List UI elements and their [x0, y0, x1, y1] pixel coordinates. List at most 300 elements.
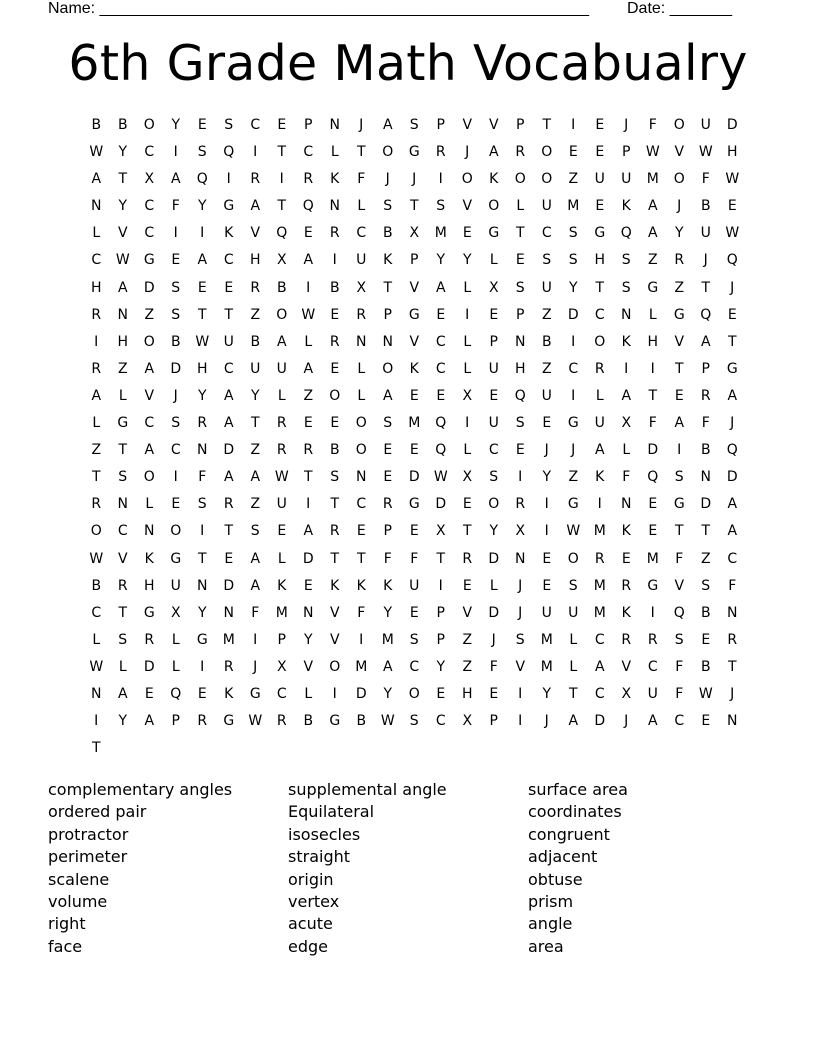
- grid-letter: L: [622, 442, 631, 459]
- grid-letter: U: [541, 198, 552, 215]
- grid-letter: N: [91, 198, 102, 215]
- grid-letter: D: [647, 442, 659, 459]
- grid-letter: Y: [383, 685, 393, 702]
- grid-letter: E: [171, 252, 181, 269]
- grid-letter: O: [382, 144, 394, 161]
- grid-letter: B: [250, 333, 261, 350]
- grid-letter: E: [595, 144, 605, 161]
- grid-letter: X: [462, 469, 473, 486]
- grid-letter: L: [118, 658, 127, 675]
- grid-letter: V: [674, 333, 685, 350]
- grid-letter: C: [435, 713, 446, 730]
- grid-letter: I: [650, 604, 655, 621]
- grid-letter: G: [408, 306, 420, 323]
- grid-letter: R: [303, 442, 314, 459]
- grid-letter: I: [465, 415, 470, 432]
- grid-letter: F: [648, 415, 657, 432]
- grid-letter: E: [303, 415, 313, 432]
- grid-letter: I: [465, 306, 470, 323]
- grid-letter: T: [197, 306, 207, 323]
- grid-letter: I: [571, 387, 576, 404]
- grid-letter: E: [277, 117, 287, 133]
- grid-letter: S: [330, 469, 340, 486]
- grid-letter: A: [382, 117, 393, 133]
- grid-letter: T: [224, 306, 234, 323]
- grid-letter: H: [143, 577, 155, 594]
- grid-letter: L: [463, 279, 472, 296]
- grid-letter: U: [541, 604, 552, 621]
- grid-letter: U: [170, 577, 181, 594]
- grid-letter: A: [435, 279, 446, 296]
- grid-letter: C: [435, 333, 446, 350]
- grid-letter: Q: [196, 171, 208, 188]
- grid-letter: F: [410, 550, 419, 567]
- grid-letter: T: [250, 415, 260, 432]
- grid-letter: K: [356, 577, 366, 594]
- grid-letter: W: [195, 333, 210, 350]
- grid-letter: T: [330, 550, 340, 567]
- grid-letter: R: [647, 631, 658, 648]
- grid-letter: N: [197, 577, 208, 594]
- grid-letter: E: [595, 117, 605, 133]
- grid-letter: E: [648, 523, 658, 540]
- grid-letter: U: [700, 225, 711, 242]
- grid-letter: C: [276, 685, 287, 702]
- grid-letter: C: [356, 496, 367, 513]
- grid-letter: V: [462, 117, 473, 133]
- grid-letter: I: [226, 171, 231, 188]
- grid-letter: X: [488, 279, 499, 296]
- grid-letter: A: [727, 387, 738, 404]
- grid-letter: E: [568, 144, 578, 161]
- grid-letter: R: [250, 171, 261, 188]
- grid-letter: C: [409, 658, 420, 675]
- grid-letter: I: [332, 685, 337, 702]
- grid-letter: A: [621, 387, 632, 404]
- word-list-item: volume: [48, 891, 108, 911]
- grid-letter: N: [700, 469, 711, 486]
- grid-letter: G: [408, 496, 420, 513]
- grid-letter: V: [462, 604, 473, 621]
- grid-letter: P: [436, 604, 445, 621]
- grid-letter: N: [329, 117, 340, 133]
- grid-letter: I: [94, 333, 99, 350]
- grid-letter: M: [646, 171, 659, 188]
- grid-letter: H: [461, 685, 473, 702]
- grid-letter: G: [673, 496, 685, 513]
- grid-letter: E: [277, 523, 287, 540]
- grid-letter: J: [491, 631, 496, 648]
- grid-letter: I: [359, 631, 364, 648]
- grid-letter: X: [409, 225, 420, 242]
- grid-letter: I: [200, 658, 205, 675]
- grid-letter: T: [674, 523, 684, 540]
- grid-letter: L: [648, 306, 657, 323]
- grid-letter: A: [170, 171, 181, 188]
- grid-letter: J: [518, 577, 523, 594]
- grid-letter: Y: [542, 685, 552, 702]
- grid-letter: U: [356, 252, 367, 269]
- grid-letter: E: [383, 442, 393, 459]
- grid-letter: B: [700, 442, 711, 459]
- grid-letter: P: [436, 631, 445, 648]
- grid-letter: I: [173, 144, 178, 161]
- grid-letter: Q: [514, 387, 526, 404]
- grid-letter: A: [276, 333, 287, 350]
- grid-letter: K: [330, 171, 340, 188]
- grid-letter: A: [674, 415, 685, 432]
- grid-letter: Z: [700, 550, 711, 567]
- grid-letter: P: [701, 360, 710, 377]
- grid-letter: E: [436, 387, 446, 404]
- grid-letter: V: [409, 333, 420, 350]
- grid-letter: X: [515, 523, 526, 540]
- grid-letter: R: [197, 415, 208, 432]
- grid-letter: A: [223, 387, 234, 404]
- grid-letter: G: [673, 306, 685, 323]
- grid-letter: L: [463, 333, 472, 350]
- grid-letter: R: [329, 523, 340, 540]
- word-list-item: origin: [288, 869, 334, 889]
- grid-letter: U: [223, 333, 234, 350]
- grid-letter: E: [409, 604, 419, 621]
- grid-letter: F: [648, 117, 657, 133]
- grid-letter: T: [118, 442, 128, 459]
- grid-letter: E: [542, 415, 552, 432]
- grid-letter: F: [357, 604, 366, 621]
- grid-letter: Y: [197, 198, 207, 215]
- grid-letter: F: [675, 658, 684, 675]
- grid-letter: M: [381, 631, 394, 648]
- grid-letter: Y: [489, 523, 499, 540]
- grid-letter: S: [197, 144, 207, 161]
- grid-letter: D: [726, 117, 738, 133]
- grid-letter: M: [593, 577, 606, 594]
- grid-letter: I: [597, 496, 602, 513]
- word-list-item: angle: [528, 914, 573, 934]
- grid-letter: J: [173, 387, 178, 404]
- grid-letter: A: [382, 658, 393, 675]
- grid-letter: O: [355, 415, 367, 432]
- grid-letter: O: [567, 550, 579, 567]
- grid-letter: O: [673, 117, 685, 133]
- grid-letter: Y: [462, 252, 472, 269]
- grid-letter: A: [250, 550, 261, 567]
- grid-letter: U: [250, 360, 261, 377]
- grid-letter: G: [143, 252, 155, 269]
- grid-letter: Y: [436, 658, 446, 675]
- grid-letter: Z: [250, 306, 261, 323]
- grid-letter: U: [594, 171, 605, 188]
- grid-letter: R: [91, 306, 102, 323]
- grid-letter: R: [462, 550, 473, 567]
- grid-letter: H: [117, 333, 129, 350]
- grid-letter: W: [645, 144, 660, 161]
- grid-letter: G: [117, 415, 129, 432]
- grid-letter: V: [674, 577, 685, 594]
- grid-letter: T: [383, 279, 393, 296]
- date-field-label: Date: _______: [627, 0, 732, 17]
- grid-letter: S: [118, 469, 128, 486]
- grid-letter: I: [279, 171, 284, 188]
- grid-letter: S: [542, 252, 552, 269]
- grid-letter: E: [674, 387, 684, 404]
- grid-letter: C: [144, 144, 155, 161]
- grid-letter: W: [274, 469, 289, 486]
- grid-letter: L: [171, 658, 180, 675]
- grid-letter: E: [224, 550, 234, 567]
- grid-letter: A: [91, 171, 102, 188]
- grid-letter: L: [145, 496, 154, 513]
- grid-letter: D: [488, 550, 500, 567]
- grid-letter: T: [197, 550, 207, 567]
- grid-letter: J: [253, 658, 258, 675]
- grid-letter: D: [355, 685, 367, 702]
- word-list-item: surface area: [528, 780, 628, 799]
- grid-letter: Y: [542, 469, 552, 486]
- grid-letter: X: [621, 685, 632, 702]
- grid-letter: B: [329, 279, 340, 296]
- grid-letter: A: [117, 685, 128, 702]
- grid-letter: Z: [674, 279, 685, 296]
- grid-letter: P: [622, 144, 631, 161]
- grid-letter: W: [380, 713, 395, 730]
- grid-letter: B: [356, 713, 367, 730]
- grid-letter: Y: [568, 279, 578, 296]
- grid-letter: A: [727, 496, 738, 513]
- grid-letter: J: [465, 144, 470, 161]
- grid-letter: W: [725, 225, 740, 242]
- grid-letter: Y: [674, 225, 684, 242]
- grid-letter: G: [196, 631, 208, 648]
- word-list-item: obtuse: [528, 869, 583, 889]
- grid-letter: U: [409, 577, 420, 594]
- grid-letter: E: [330, 306, 340, 323]
- grid-letter: N: [515, 550, 526, 567]
- grid-letter: Z: [117, 360, 128, 377]
- grid-letter: A: [303, 360, 314, 377]
- grid-letter: Y: [171, 117, 181, 133]
- grid-letter: C: [488, 442, 499, 459]
- grid-letter: T: [409, 198, 419, 215]
- grid-letter: T: [542, 117, 552, 133]
- grid-letter: N: [223, 604, 234, 621]
- grid-letter: I: [173, 225, 178, 242]
- grid-letter: C: [594, 306, 605, 323]
- grid-letter: S: [701, 577, 711, 594]
- grid-letter: G: [170, 550, 182, 567]
- grid-letter: L: [463, 360, 472, 377]
- grid-letter: W: [301, 306, 316, 323]
- grid-letter: J: [385, 171, 390, 188]
- grid-letter: S: [383, 198, 393, 215]
- grid-letter: H: [594, 252, 606, 269]
- grid-letter: B: [276, 279, 287, 296]
- grid-letter: S: [568, 225, 578, 242]
- grid-letter: B: [541, 333, 552, 350]
- grid-letter: I: [438, 577, 443, 594]
- grid-letter: E: [462, 225, 472, 242]
- grid-letter: B: [700, 604, 711, 621]
- grid-letter: D: [726, 469, 738, 486]
- grid-letter: R: [621, 631, 632, 648]
- grid-letter: E: [303, 577, 313, 594]
- grid-letter: J: [544, 713, 549, 730]
- word-list-item: Equilateral: [288, 802, 375, 822]
- grid-letter: S: [197, 496, 207, 513]
- grid-letter: Q: [726, 442, 738, 459]
- grid-letter: J: [518, 604, 523, 621]
- grid-letter: M: [408, 415, 421, 432]
- grid-letter: C: [91, 604, 102, 621]
- grid-letter: G: [567, 415, 579, 432]
- grid-letter: S: [568, 252, 578, 269]
- grid-letter: T: [515, 225, 525, 242]
- grid-letter: G: [647, 577, 659, 594]
- grid-letter: L: [357, 360, 366, 377]
- grid-letter: I: [518, 713, 523, 730]
- grid-letter: B: [91, 577, 102, 594]
- grid-letter: T: [727, 658, 737, 675]
- grid-letter: W: [89, 658, 104, 675]
- grid-letter: Z: [647, 252, 658, 269]
- grid-letter: I: [677, 442, 682, 459]
- grid-letter: I: [518, 685, 523, 702]
- grid-letter: E: [144, 685, 154, 702]
- grid-letter: Q: [170, 685, 182, 702]
- grid-letter: I: [571, 117, 576, 133]
- grid-letter: O: [541, 171, 553, 188]
- grid-letter: T: [277, 198, 287, 215]
- grid-letter: L: [489, 252, 498, 269]
- grid-letter: G: [488, 225, 500, 242]
- grid-letter: K: [595, 469, 605, 486]
- grid-letter: U: [276, 360, 287, 377]
- grid-letter: Z: [462, 631, 473, 648]
- word-list-item: protractor: [48, 824, 129, 844]
- grid-letter: D: [143, 658, 155, 675]
- grid-letter: R: [621, 577, 632, 594]
- grid-letter: Q: [673, 604, 685, 621]
- grid-letter: Y: [250, 387, 260, 404]
- grid-letter: P: [489, 333, 498, 350]
- grid-letter: Y: [197, 604, 207, 621]
- grid-letter: A: [647, 225, 658, 242]
- grid-letter: L: [304, 333, 313, 350]
- grid-letter: J: [359, 117, 364, 133]
- grid-letter: E: [542, 577, 552, 594]
- grid-letter: M: [540, 631, 553, 648]
- grid-letter: H: [196, 360, 208, 377]
- grid-letter: D: [302, 550, 314, 567]
- grid-letter: L: [171, 631, 180, 648]
- grid-letter: P: [489, 713, 498, 730]
- grid-letter: P: [383, 523, 392, 540]
- grid-letter: C: [91, 252, 102, 269]
- grid-letter: M: [434, 225, 447, 242]
- word-list-item: vertex: [288, 891, 340, 911]
- grid-letter: T: [356, 144, 366, 161]
- grid-letter: C: [144, 198, 155, 215]
- grid-letter: L: [595, 387, 604, 404]
- grid-letter: A: [144, 713, 155, 730]
- grid-letter: Z: [541, 306, 552, 323]
- grid-letter: E: [542, 550, 552, 567]
- grid-letter: Y: [303, 631, 313, 648]
- grid-letter: C: [727, 550, 738, 567]
- grid-letter: S: [621, 279, 631, 296]
- grid-letter: R: [594, 360, 605, 377]
- grid-letter: C: [170, 442, 181, 459]
- grid-letter: Q: [302, 198, 314, 215]
- word-list-item: ordered pair: [48, 802, 147, 822]
- grid-letter: I: [650, 360, 655, 377]
- grid-letter: Z: [250, 442, 261, 459]
- grid-letter: I: [253, 631, 258, 648]
- grid-letter: H: [514, 360, 526, 377]
- grid-letter: F: [383, 550, 392, 567]
- grid-letter: O: [143, 333, 155, 350]
- grid-letter: E: [409, 442, 419, 459]
- word-column: [288, 779, 518, 958]
- grid-letter: I: [571, 333, 576, 350]
- grid-letter: F: [357, 171, 366, 188]
- grid-letter: T: [727, 333, 737, 350]
- grid-letter: S: [621, 252, 631, 269]
- grid-letter: A: [144, 360, 155, 377]
- grid-letter: I: [518, 469, 523, 486]
- grid-letter: S: [383, 415, 393, 432]
- grid-letter: Z: [568, 171, 579, 188]
- grid-letter: S: [171, 306, 181, 323]
- grid-letter: W: [433, 469, 448, 486]
- grid-letter: C: [303, 144, 314, 161]
- grid-letter: R: [303, 171, 314, 188]
- grid-letter: W: [89, 550, 104, 567]
- grid-letter: F: [675, 550, 684, 567]
- grid-letter: F: [198, 469, 207, 486]
- grid-letter: W: [89, 144, 104, 161]
- grid-letter: S: [409, 713, 419, 730]
- grid-letter: Z: [250, 496, 261, 513]
- grid-letter: I: [624, 360, 629, 377]
- grid-letter: A: [144, 442, 155, 459]
- grid-letter: R: [700, 387, 711, 404]
- grid-letter: S: [118, 631, 128, 648]
- grid-letter: S: [489, 469, 499, 486]
- grid-letter: G: [329, 713, 341, 730]
- grid-letter: J: [730, 685, 735, 702]
- grid-letter: A: [197, 252, 208, 269]
- grid-letter: O: [488, 496, 500, 513]
- word-list-item: congruent: [528, 824, 610, 844]
- grid-letter: W: [248, 713, 263, 730]
- grid-letter: N: [197, 442, 208, 459]
- grid-letter: I: [253, 144, 258, 161]
- grid-letter: V: [488, 117, 499, 133]
- grid-letter: N: [144, 523, 155, 540]
- grid-letter: Y: [118, 198, 128, 215]
- grid-letter: R: [223, 658, 234, 675]
- grid-letter: B: [170, 333, 181, 350]
- grid-letter: O: [276, 306, 288, 323]
- grid-letter: G: [408, 144, 420, 161]
- grid-letter: E: [436, 685, 446, 702]
- grid-letter: L: [118, 387, 127, 404]
- grid-letter: W: [698, 144, 713, 161]
- grid-letter: B: [700, 658, 711, 675]
- grid-letter: U: [621, 171, 632, 188]
